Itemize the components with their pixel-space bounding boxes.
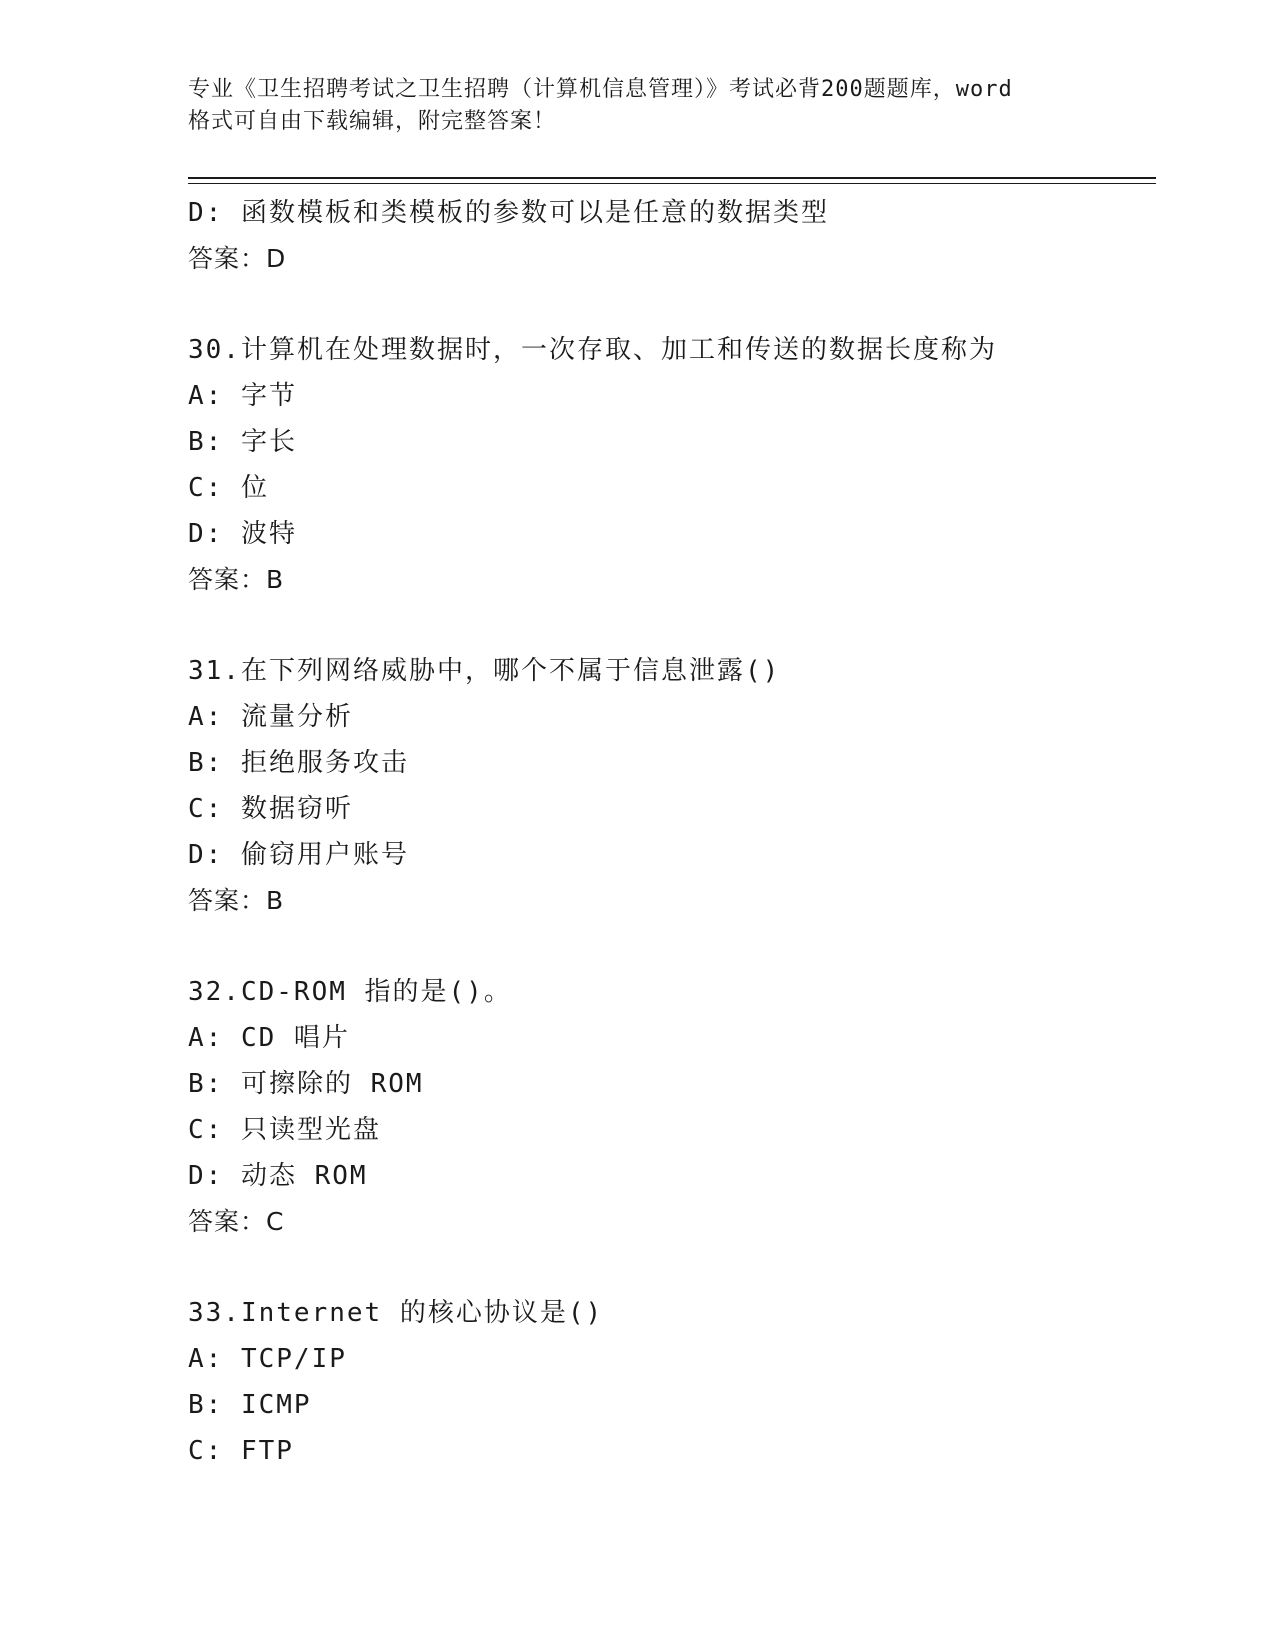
header-divider-thin: [188, 183, 1156, 184]
answer-line: 答案：D: [188, 244, 287, 273]
question-31: [188, 648, 1156, 924]
document-header: [188, 74, 1088, 138]
header-line-2: 格式可自由下载编辑，附完整答案！: [188, 109, 557, 134]
question-stem: 30.计算机在处理数据时，一次存取、加工和传送的数据长度称为: [188, 335, 997, 365]
option-b: B: ICMP: [188, 1390, 312, 1420]
option-a: A: 流量分析: [188, 702, 353, 732]
header-line-1: 专业《卫生招聘考试之卫生招聘（计算机信息管理）》考试必背200题题库，word: [188, 77, 1013, 102]
question-stem: 31.在下列网络威胁中，哪个不属于信息泄露(): [188, 656, 781, 686]
answer-line: 答案：B: [188, 565, 285, 594]
option-d: D: 函数模板和类模板的参数可以是任意的数据类型: [188, 198, 829, 228]
option-c: C: 位: [188, 473, 269, 503]
question-list: [188, 190, 1156, 1474]
previous-question-tail: [188, 190, 1156, 282]
option-a: A: TCP/IP: [188, 1344, 347, 1374]
question-33: [188, 1290, 1156, 1474]
option-a: A: CD 唱片: [188, 1023, 350, 1053]
option-c: C: 数据窃听: [188, 794, 353, 824]
option-c: C: FTP: [188, 1436, 294, 1466]
option-b: B: 可擦除的 ROM: [188, 1069, 424, 1099]
option-b: B: 拒绝服务攻击: [188, 748, 409, 778]
option-d: D: 偷窃用户账号: [188, 840, 409, 870]
option-d: D: 动态 ROM: [188, 1161, 368, 1191]
answer-line: 答案：C: [188, 1207, 285, 1236]
option-b: B: 字长: [188, 427, 297, 457]
question-stem: 32.CD-ROM 指的是()。: [188, 977, 512, 1007]
option-a: A: 字节: [188, 381, 297, 411]
option-d: D: 波特: [188, 519, 297, 549]
question-stem: 33.Internet 的核心协议是(): [188, 1298, 604, 1328]
header-divider-thick: [188, 177, 1156, 179]
answer-line: 答案：B: [188, 886, 285, 915]
option-c: C: 只读型光盘: [188, 1115, 381, 1145]
question-32: [188, 969, 1156, 1245]
question-30: [188, 327, 1156, 603]
